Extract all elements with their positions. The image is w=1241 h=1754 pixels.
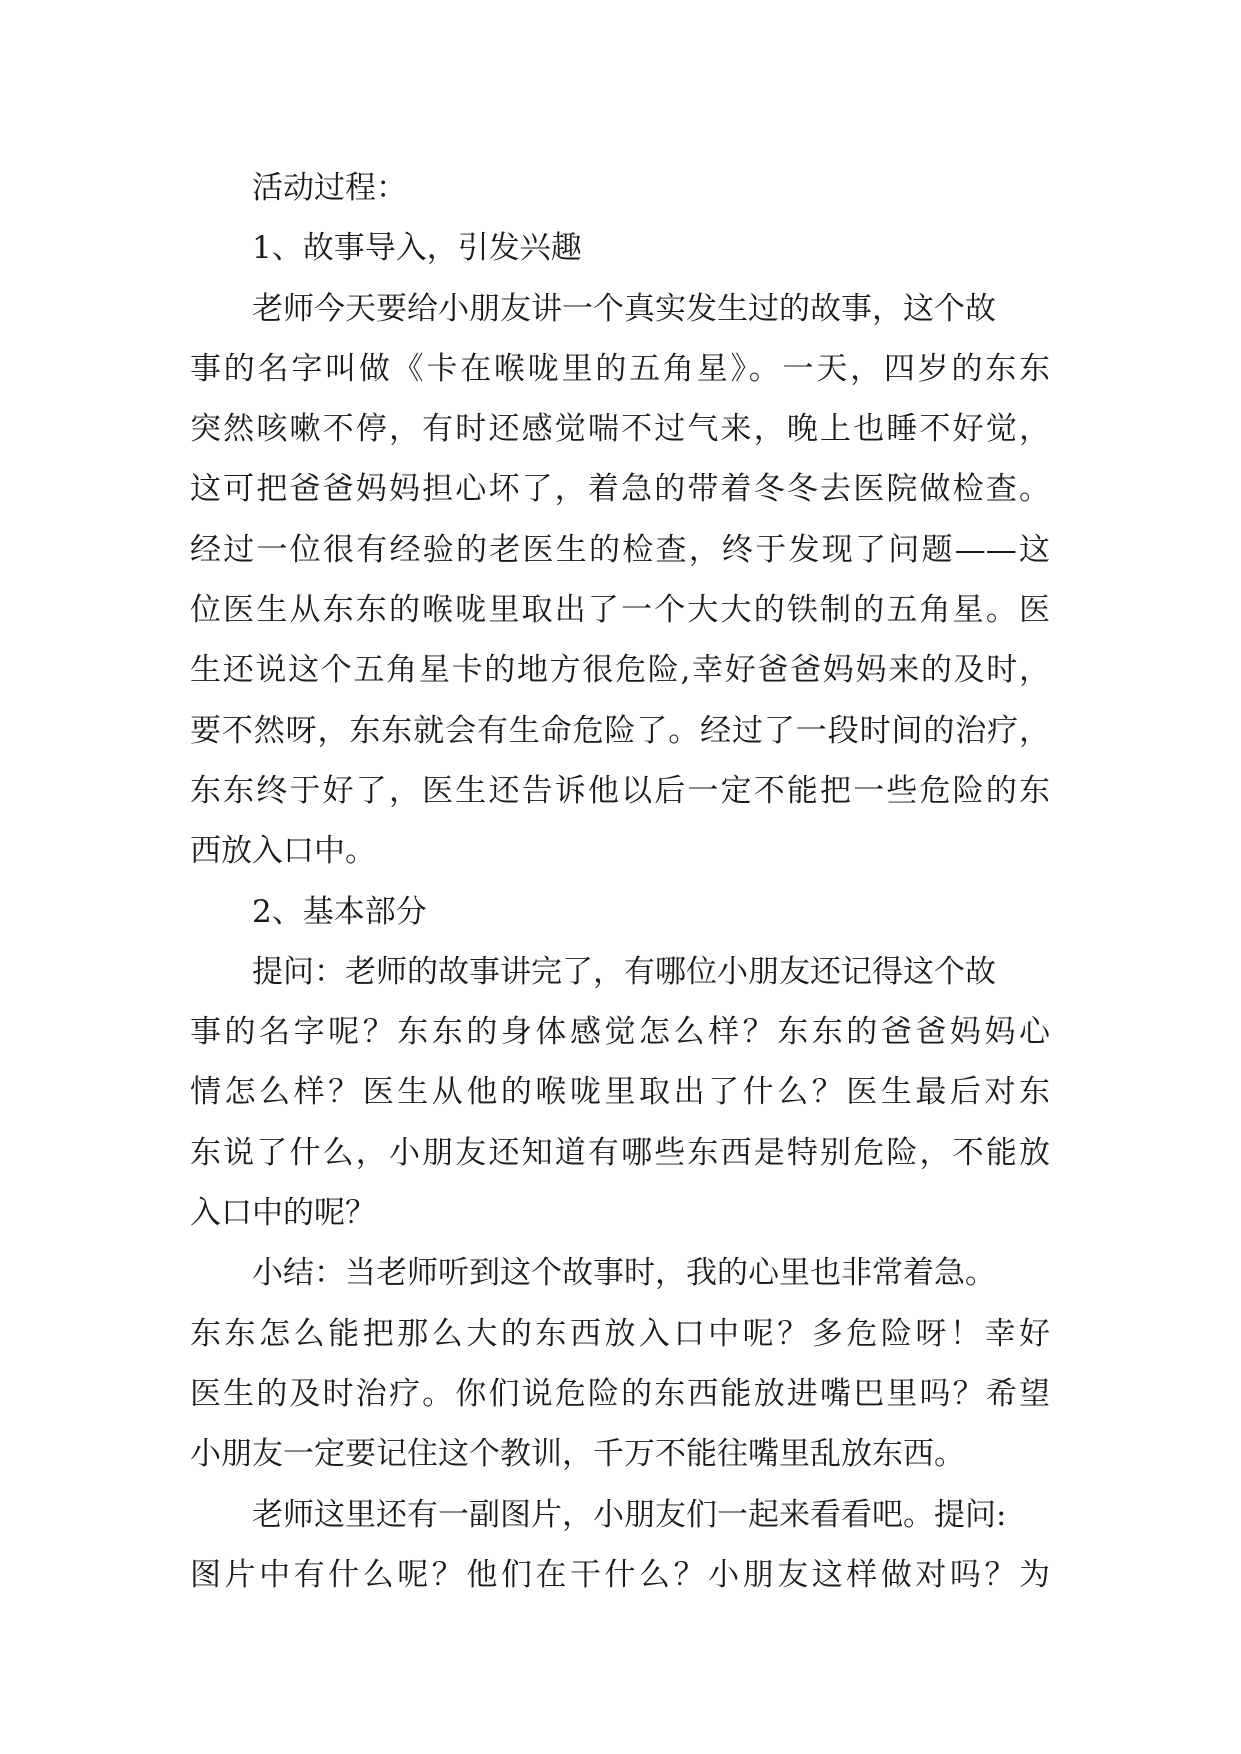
paragraph-line: 突然咳嗽不停，有时还感觉喘不过气来，晚上也睡不好觉，: [190, 411, 1050, 448]
paragraph-line: 事的名字呢？东东的身体感觉怎么样？东东的爸爸妈妈心: [190, 1014, 1050, 1051]
paragraph-line: 老师这里还有一副图片，小朋友们一起来看看吧。提问:: [252, 1496, 1007, 1533]
section-heading-activity-process: 活动过程：: [252, 170, 407, 206]
paragraph-line: 东东怎么能把那么大的东西放入口中呢？多危险呀！幸好: [190, 1315, 1050, 1352]
section-heading-story-intro: 1、故事导入，引发兴趣: [252, 230, 582, 267]
paragraph-line: 提问：老师的故事讲完了，有哪位小朋友还记得这个故: [252, 953, 996, 990]
paragraph-line: 要不然呀，东东就会有生命危险了。经过了一段时间的治疗，: [190, 712, 1050, 749]
paragraph-line: 入口中的呢？: [190, 1195, 376, 1232]
paragraph-line: 这可把爸爸妈妈担心坏了，着急的带着冬冬去医院做检查。: [190, 471, 1050, 508]
paragraph-line: 老师今天要给小朋友讲一个真实发生过的故事，这个故: [252, 290, 996, 327]
paragraph-line: 图片中有什么呢？他们在干什么？小朋友这样做对吗？为: [190, 1556, 1050, 1593]
paragraph-line: 西放入口中。: [190, 833, 376, 870]
paragraph-line: 位医生从东东的喉咙里取出了一个大大的铁制的五角星。医: [190, 592, 1050, 629]
paragraph-line: 东东终于好了，医生还告诉他以后一定不能把一些危险的东: [190, 772, 1050, 809]
paragraph-line: 情怎么样？医生从他的喉咙里取出了什么？医生最后对东: [190, 1074, 1050, 1111]
document-body: [190, 158, 1050, 1605]
paragraph-line: 事的名字叫做《卡在喉咙里的五角星》。一天，四岁的东东: [190, 350, 1050, 387]
paragraph-line: 经过一位很有经验的老医生的检查，终于发现了问题——这: [190, 531, 1050, 568]
paragraph-line: 生还说这个五角星卡的地方很危险,幸好爸爸妈妈来的及时，: [190, 652, 1050, 689]
paragraph-line: 小朋友一定要记住这个教训，千万不能往嘴里乱放东西。: [190, 1436, 965, 1473]
section-heading-basic-part: 2、基本部分: [252, 893, 427, 930]
paragraph-line: 东说了什么，小朋友还知道有哪些东西是特别危险，不能放: [190, 1134, 1050, 1171]
paragraph-line: 小结：当老师听到这个故事时，我的心里也非常着急。: [252, 1255, 996, 1292]
paragraph-line: 医生的及时治疗。你们说危险的东西能放进嘴巴里吗？希望: [190, 1375, 1050, 1412]
